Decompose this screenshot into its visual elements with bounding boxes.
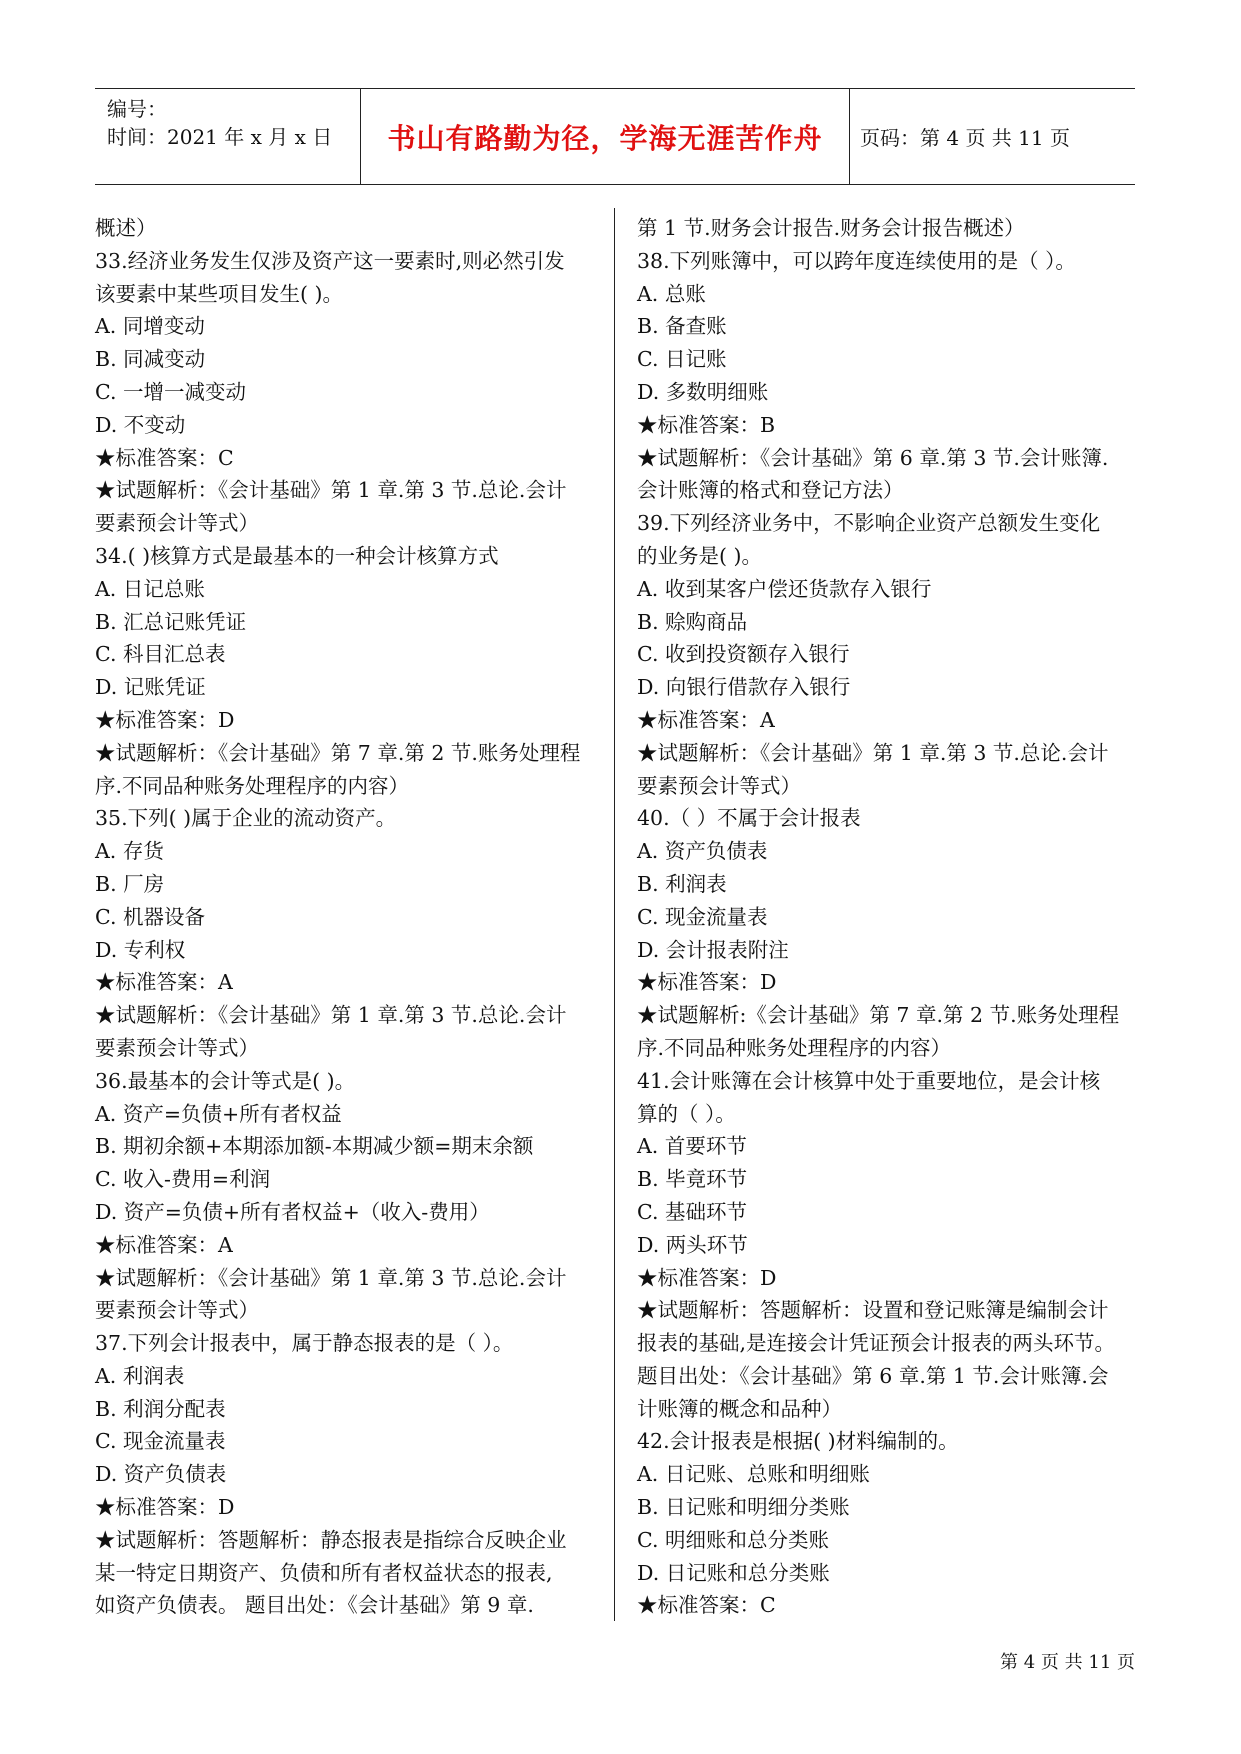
text-line: C. 科目汇总表	[95, 642, 226, 667]
text-line: 34.( )核算方式是最基本的一种会计核算方式	[95, 543, 499, 568]
text-line: A. 资产=负债+所有者权益	[95, 1101, 342, 1126]
text-line: 序.不同品种账务处理程序的内容）	[95, 773, 410, 798]
text-line: 39.下列经济业务中，不影响企业资产总额发生变化	[637, 511, 1101, 536]
text-line: D. 向银行借款存入银行	[637, 675, 851, 700]
text-line: C. 一增一减变动	[95, 379, 246, 404]
page-header	[95, 88, 1135, 185]
text-line: 题目出处：《会计基础》第 6 章.第 1 节.会计账簿.会	[637, 1363, 1109, 1388]
text-line: 40.（ ）不属于会计报表	[637, 806, 861, 831]
text-line: 第 1 节.财务会计报告.财务会计报告概述）	[637, 216, 1025, 240]
text-line: ★标准答案：B	[637, 412, 776, 437]
text-line: 要素预会计等式）	[637, 773, 801, 798]
text-line: D. 不变动	[95, 412, 186, 437]
text-line: 要素预会计等式）	[95, 511, 259, 536]
text-line: 42.会计报表是根据( )材料编制的。	[637, 1429, 959, 1454]
text-line: 33.经济业务发生仅涉及资产这一要素时,则必然引发	[95, 248, 565, 273]
text-line: 报表的基础,是连接会计凭证预会计报表的两头环节。	[637, 1331, 1116, 1356]
text-line: ★标准答案：C	[637, 1593, 776, 1618]
text-line: C. 收入-费用=利润	[95, 1167, 271, 1192]
text-line: A. 资产负债表	[637, 839, 768, 864]
text-line: B. 利润分配表	[95, 1396, 226, 1421]
text-line: 该要素中某些项目发生( )。	[95, 281, 344, 306]
text-line: 会计账簿的格式和登记方法）	[637, 478, 904, 503]
text-line: D. 资产负债表	[95, 1462, 227, 1487]
text-line: ★标准答案：D	[637, 1265, 777, 1290]
text-line: 38.下列账簿中，可以跨年度连续使用的是（ ）。	[637, 248, 1076, 273]
text-line: A. 日记总账	[95, 576, 205, 601]
text-line: A. 收到某客户偿还货款存入银行	[637, 576, 932, 601]
text-line: D. 会计报表附注	[637, 937, 789, 962]
text-line: ★标准答案：D	[637, 970, 777, 995]
text-line: 算的（ ）。	[637, 1101, 736, 1126]
text-line: 某一特定日期资产、负债和所有者权益状态的报表,	[95, 1560, 553, 1585]
text-line: A. 日记账、总账和明细账	[637, 1462, 870, 1487]
header-page-info: 页码：第 4 页 共 11 页	[860, 126, 1070, 150]
text-line: B. 同减变动	[95, 347, 206, 372]
motto: 书山有路勤为径，学海无涯苦作舟	[387, 121, 823, 155]
text-line: D. 专利权	[95, 937, 186, 962]
right-column	[637, 212, 1147, 1622]
header-meta	[95, 89, 360, 184]
text-line: ★试题解析：答题解析：设置和登记账簿是编制会计	[637, 1298, 1109, 1323]
text-line: D. 记账凭证	[95, 675, 206, 700]
header-motto-cell	[360, 89, 850, 184]
text-line: B. 汇总记账凭证	[95, 609, 247, 634]
text-line: D. 多数明细账	[637, 379, 769, 404]
text-line: ★试题解析：《会计基础》第 1 章.第 3 节.总论.会计	[637, 740, 1109, 765]
text-line: ★标准答案：C	[95, 445, 234, 470]
text-line: 35.下列( )属于企业的流动资产。	[95, 806, 397, 831]
text-line: B. 备查账	[637, 314, 727, 339]
text-line: ★标准答案：A	[95, 1232, 233, 1257]
text-line: B. 利润表	[637, 871, 727, 896]
text-line: 41.会计账簿在会计核算中处于重要地位，是会计核	[637, 1068, 1101, 1093]
text-line: B. 厂房	[95, 871, 165, 896]
text-line: ★试题解析：《会计基础》第 1 章.第 3 节.总论.会计	[95, 1003, 567, 1028]
text-line: 序.不同品种账务处理程序的内容）	[637, 1035, 952, 1060]
text-line: ★试题解析：《会计基础》第 6 章.第 3 节.会计账簿.	[637, 445, 1109, 470]
text-line: 36.最基本的会计等式是( )。	[95, 1068, 356, 1093]
text-line: C. 收到投资额存入银行	[637, 642, 850, 667]
text-line: B. 毕竟环节	[637, 1167, 748, 1192]
text-line: 计账簿的概念和品种）	[637, 1396, 842, 1421]
text-line: ★试题解析：《会计基础》第 1 章.第 3 节.总论.会计	[95, 1265, 567, 1290]
text-line: 要素预会计等式）	[95, 1035, 259, 1060]
text-line: ★标准答案：A	[637, 707, 775, 732]
text-line: 的业务是( )。	[637, 543, 763, 568]
text-line: 37.下列会计报表中，属于静态报表的是（ ）。	[95, 1331, 514, 1356]
text-line: ★试题解析：答题解析：静态报表是指综合反映企业	[95, 1527, 567, 1552]
text-line: C. 日记账	[637, 347, 727, 372]
text-line: A. 利润表	[95, 1363, 185, 1388]
text-line: C. 基础环节	[637, 1199, 747, 1224]
text-line: D. 两头环节	[637, 1232, 748, 1257]
text-line: C. 现金流量表	[637, 904, 768, 929]
text-line: A. 首要环节	[637, 1134, 747, 1159]
text-line: B. 日记账和明细分类账	[637, 1495, 850, 1520]
column-divider	[614, 208, 615, 1621]
text-line: ★试题解析：《会计基础》第 7 章.第 2 节.账务处理程	[95, 740, 581, 765]
text-line: 要素预会计等式）	[95, 1298, 259, 1323]
text-line: A. 同增变动	[95, 314, 205, 339]
text-line: ★试题解析：《会计基础》第 1 章.第 3 节.总论.会计	[95, 478, 567, 503]
header-page-cell	[850, 89, 1135, 184]
text-line: ★标准答案：D	[95, 1495, 235, 1520]
text-line: D. 日记账和总分类账	[637, 1560, 830, 1585]
text-line: ★标准答案：A	[95, 970, 233, 995]
text-line: B. 赊购商品	[637, 609, 748, 634]
text-line: D. 资产=负债+所有者权益+（收入-费用）	[95, 1199, 490, 1224]
text-line: B. 期初余额+本期添加额-本期减少额=期末余额	[95, 1134, 534, 1159]
left-column	[95, 212, 605, 1622]
document-date: 时间：2021 年 x 月 x 日	[107, 125, 333, 149]
text-line: 概述）	[95, 216, 157, 240]
text-line: ★标准答案：D	[95, 707, 235, 732]
text-line: 如资产负债表。 题目出处：《会计基础》第 9 章.	[95, 1593, 534, 1618]
text-line: A. 总账	[637, 281, 706, 306]
text-line: C. 明细账和总分类账	[637, 1527, 829, 1552]
document-number-label: 编号：	[107, 97, 167, 121]
text-line: ★试题解析:《会计基础》第 7 章.第 2 节.账务处理程	[637, 1003, 1120, 1028]
page-footer: 第 4 页 共 11 页	[1000, 1652, 1135, 1673]
text-line: A. 存货	[95, 839, 164, 864]
text-line: C. 机器设备	[95, 904, 205, 929]
text-line: C. 现金流量表	[95, 1429, 226, 1454]
